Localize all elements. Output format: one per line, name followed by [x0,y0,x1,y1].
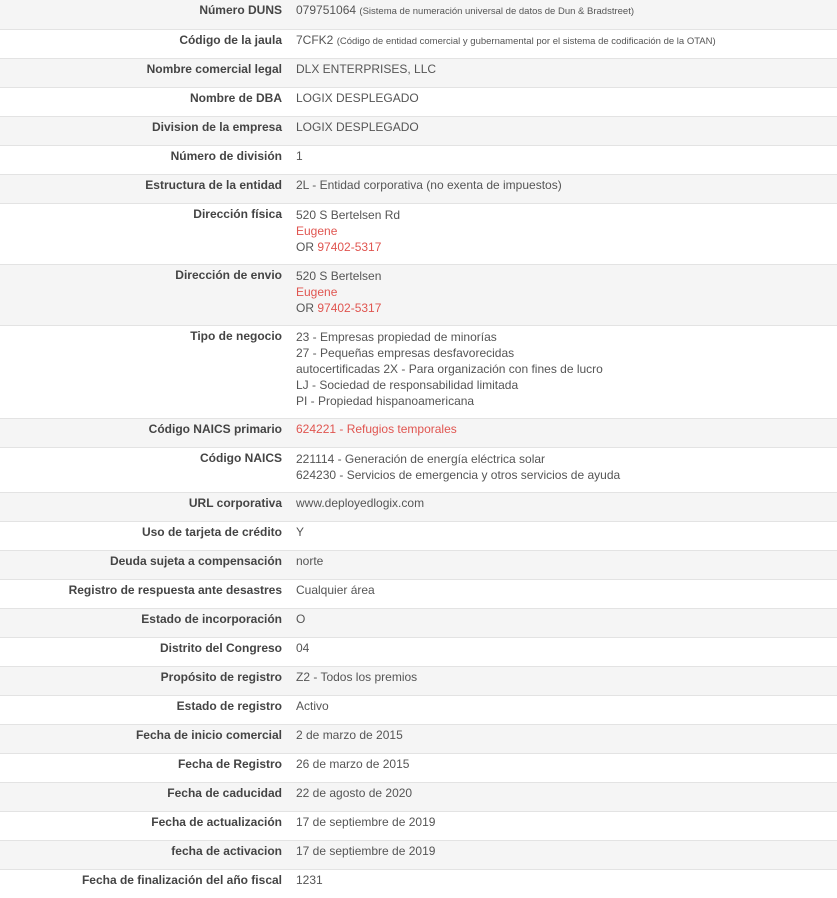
incorporation-state-label: Estado de incorporación [0,608,290,637]
row-activation-date [0,840,837,869]
row-cage-code [0,29,837,58]
business-type-item: PI - Propiedad hispanoamericana [296,393,475,408]
row-division [0,116,837,145]
division-label: Division de la empresa [0,116,290,145]
mailing-address-zip-link[interactable]: 97402-5317 [317,300,382,315]
business-start-date-label: Fecha de inicio comercial [0,724,290,753]
mailing-address-city-link[interactable]: Eugene [296,284,338,299]
business-type-item: LJ - Sociedad de responsabilidad limitada [296,377,519,392]
entity-structure-label: Estructura de la entidad [0,174,290,203]
division-number-value: 1 [290,145,837,174]
row-registration-status [0,695,837,724]
naics-code-item: 624230 - Servicios de emergencia y otros servicios de ayuda [296,467,621,482]
row-physical-address [0,203,837,264]
division-value: LOGIX DESPLEGADO [290,116,837,145]
credit-card-label: Uso de tarjeta de crédito [0,521,290,550]
row-debt-offset [0,550,837,579]
row-entity-structure [0,174,837,203]
duns-label: Número DUNS [0,0,290,29]
update-date-label: Fecha de actualización [0,811,290,840]
physical-address-street: 520 S Bertelsen Rd [296,207,401,222]
expiration-date-label: Fecha de caducidad [0,782,290,811]
physical-address-label: Dirección física [0,203,290,264]
registration-status-label: Estado de registro [0,695,290,724]
activation-date-label: fecha de activacion [0,840,290,869]
congressional-district-label: Distrito del Congreso [0,637,290,666]
row-business-start-date [0,724,837,753]
primary-naics-link[interactable]: 624221 - Refugios temporales [296,421,457,436]
business-start-date-value: 2 de marzo de 2015 [290,724,837,753]
expiration-date-value: 22 de agosto de 2020 [290,782,837,811]
row-division-number [0,145,837,174]
physical-address-state: OR [296,239,314,254]
row-primary-naics [0,418,837,447]
row-registration-purpose [0,666,837,695]
congressional-district-value: 04 [290,637,837,666]
corporate-url-value: www.deployedlogix.com [290,492,837,521]
row-duns [0,0,837,29]
row-business-type [0,325,837,418]
row-registration-date [0,753,837,782]
row-corporate-url [0,492,837,521]
activation-date-value: 17 de septiembre de 2019 [290,840,837,869]
division-number-label: Número de división [0,145,290,174]
row-disaster-response [0,579,837,608]
mailing-address-label: Dirección de envio [0,264,290,325]
mailing-address-street: 520 S Bertelsen [296,268,382,283]
registration-date-label: Fecha de Registro [0,753,290,782]
row-congressional-district [0,637,837,666]
fiscal-year-end-label: Fecha de finalización del año fiscal [0,869,290,898]
credit-card-value: Y [290,521,837,550]
corporate-url-label: URL corporativa [0,492,290,521]
row-mailing-address [0,264,837,325]
cage-code-value: 7CFK2 [296,32,334,47]
row-incorporation-state [0,608,837,637]
primary-naics-label: Código NAICS primario [0,418,290,447]
registration-date-value: 26 de marzo de 2015 [290,753,837,782]
entity-structure-value: 2L - Entidad corporativa (no exenta de impuestos) [290,174,837,203]
legal-name-label: Nombre comercial legal [0,58,290,87]
registration-purpose-value: Z2 - Todos los premios [290,666,837,695]
dba-name-value: LOGIX DESPLEGADO [290,87,837,116]
business-type-item: autocertificadas 2X - Para organización con fines de lucro [296,361,603,376]
disaster-response-label: Registro de respuesta ante desastres [0,579,290,608]
registration-status-value: Activo [290,695,837,724]
legal-name-value: DLX ENTERPRISES, LLC [290,58,837,87]
duns-note: (Sistema de numeración universal de datos de Dun & Bradstreet) [359,6,635,17]
cage-code-note: (Código de entidad comercial y gubernamental por el sistema de codificación de la OTAN) [336,35,716,47]
debt-offset-value: norte [290,550,837,579]
business-type-item: 27 - Pequeñas empresas desfavorecidas [296,345,515,360]
business-type-item: 23 - Empresas propiedad de minorías [296,329,497,344]
mailing-address-state: OR [296,300,314,315]
row-dba-name [0,87,837,116]
naics-code-item: 221114 - Generación de energía eléctrica solar [296,451,546,466]
cage-code-label: Código de la jaula [0,29,290,58]
row-credit-card [0,521,837,550]
physical-address-city-link[interactable]: Eugene [296,223,338,238]
disaster-response-value: Cualquier área [290,579,837,608]
naics-codes-label: Código NAICS [0,447,290,492]
physical-address-zip-link[interactable]: 97402-5317 [317,239,382,254]
debt-offset-label: Deuda sujeta a compensación [0,550,290,579]
duns-value: 079751064 [296,3,357,17]
row-expiration-date [0,782,837,811]
row-legal-name [0,58,837,87]
dba-name-label: Nombre de DBA [0,87,290,116]
incorporation-state-value: O [290,608,837,637]
update-date-value: 17 de septiembre de 2019 [290,811,837,840]
row-update-date [0,811,837,840]
fiscal-year-end-value: 1231 [290,869,837,898]
registration-purpose-label: Propósito de registro [0,666,290,695]
business-type-label: Tipo de negocio [0,325,290,418]
row-fiscal-year-end [0,869,837,898]
row-naics-codes [0,447,837,492]
